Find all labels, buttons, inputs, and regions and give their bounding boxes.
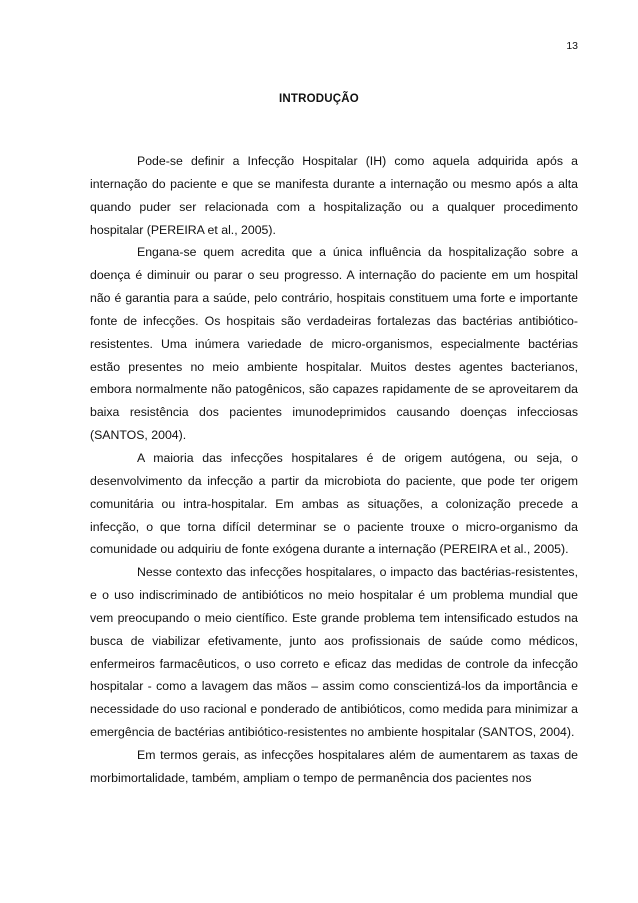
paragraph: Pode-se definir a Infecção Hospitalar (IH) como aquela adquirida após a internação do paciente e que se manifesta durante a internação ou mesmo após a alta quando puder ser relacionada com a hospitalização ou a qualquer procedimento hospitalar (PEREIRA et al., 2005). <box>90 154 578 237</box>
paragraph: Em termos gerais, as infecções hospitalares além de aumentarem as taxas de morbimortalidade, também, ampliam o tempo de permanência dos pacientes nos <box>90 747 578 785</box>
paragraph: Nesse contexto das infecções hospitalares, o impacto das bactérias-resistentes, e o uso indiscriminado de antibióticos no meio hospitalar é um problema mundial que vem preocupando o meio científico. Este grande problema tem intensificado estudos na busca de viabilizar efetivamente, junto aos profissionais de saúde como médicos, enfermeiros farmacêuticos, o uso correto e eficaz das medidas de controle da infecção hospitalar - como a lavagem das mãos – assim como conscientizá-los da importância e necessidade do uso racional e ponderado de antibióticos, como medida para minimizar a emergência de bactérias antibiótico-resistentes no ambiente hospitalar (SANTOS, 2004). <box>90 565 578 740</box>
section-heading: INTRODUÇÃO <box>279 93 359 105</box>
page-number: 13 <box>566 40 578 52</box>
paragraph: Engana-se quem acredita que a única influência da hospitalização sobre a doença é diminuir ou parar o seu progresso. A internação do paciente em um hospital não é garantia para a saúde, pelo contrário, hospitais constituem uma forte e importante fonte de infecções. Os hospitais são verdadeiras fortalezas das bactérias antibiótico-resistentes. Uma inúmera variedade de micro-organismos, especialmente bactérias estão presentes no meio ambiente hospitalar. Muitos destes agentes bacterianos, embora normalmente não patogênicos, são capazes rapidamente de se aproveitarem da baixa resistência dos pacientes imunodeprimidos causando doenças infecciosas (SANTOS, 2004). <box>90 245 578 443</box>
body-text <box>90 150 578 790</box>
paragraph: A maioria das infecções hospitalares é de origem autógena, ou seja, o desenvolvimento da infecção a partir da microbiota do paciente, que pode ter origem comunitária ou intra-hospitalar. Em ambas as situações, a colonização precede a infecção, o que torna difícil determinar se o paciente trouxe o micro-organismo da comunidade ou adquiriu de fonte exógena durante a internação (PEREIRA et al., 2005). <box>90 450 578 557</box>
